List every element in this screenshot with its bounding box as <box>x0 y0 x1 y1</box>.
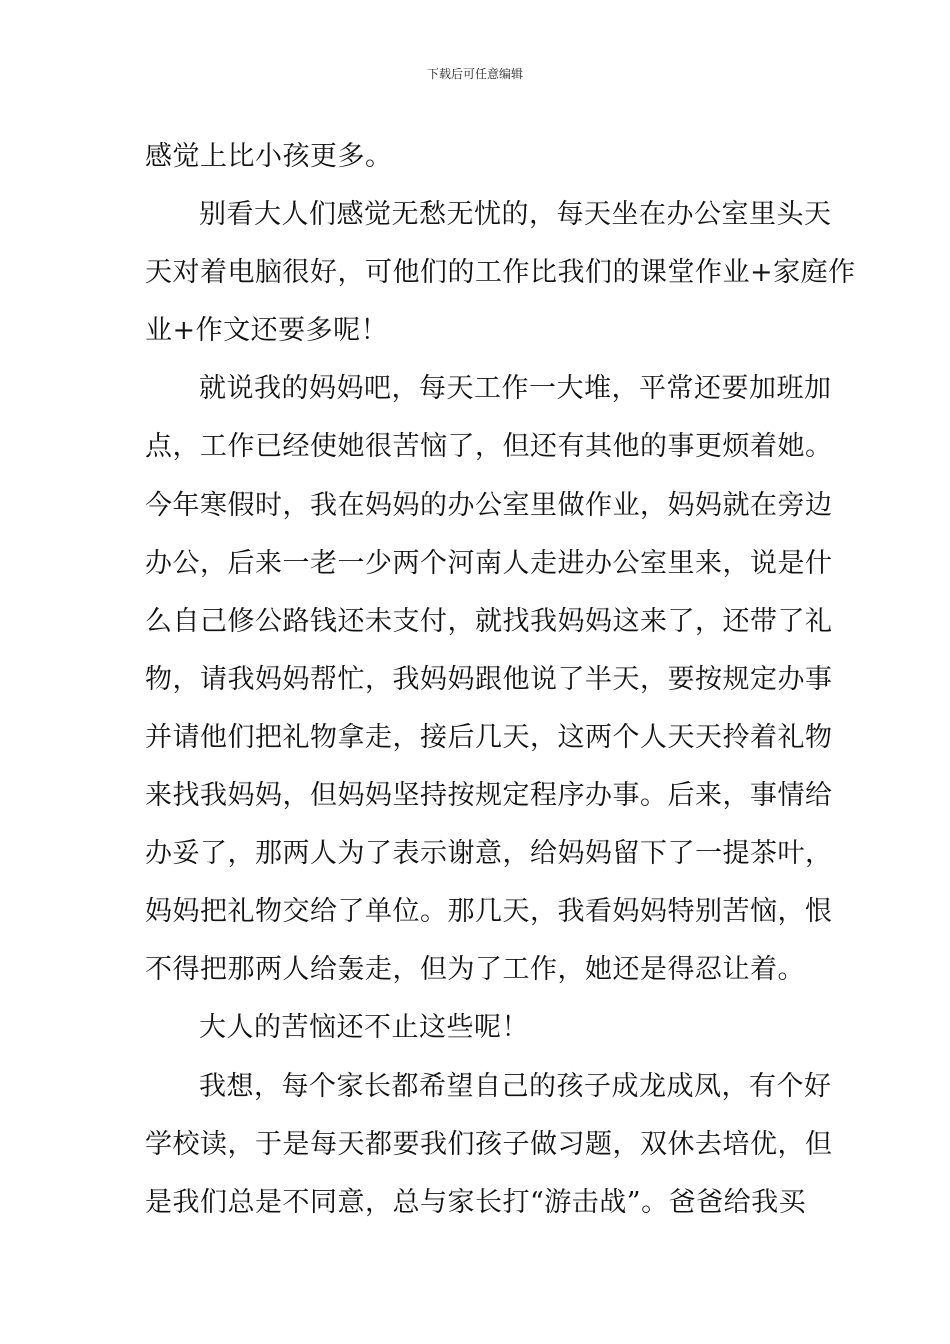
text-line: 并请他们把礼物拿走，接后几天，这两个人天天拎着礼物 <box>145 721 833 753</box>
text-line: 办妥了，那两人为了表示谢意，给妈妈留下了一提茶叶， <box>145 838 833 870</box>
text-line: 天对着电脑很好，可他们的工作比我们的课堂作业+家庭作 <box>145 257 856 289</box>
document-body <box>145 128 856 1232</box>
text-line: 我想，每个家长都希望自己的孩子成龙成凤，有个好 <box>199 1070 832 1102</box>
page-header: 下载后可任意编辑 <box>426 67 523 81</box>
text-line: 办公，后来一老一少两个河南人走进办公室里来，说是什 <box>145 547 833 579</box>
text-line: 妈妈把礼物交给了单位。那几天，我看妈妈特别苦恼，恨 <box>145 896 833 928</box>
text-line: 业+作文还要多呢！ <box>145 315 389 347</box>
text-line: 就说我的妈妈吧，每天工作一大堆，平常还要加班加 <box>199 373 832 405</box>
text-line: 学校读，于是每天都要我们孩子做习题，双休去培优，但 <box>145 1128 833 1160</box>
text-line: 感觉上比小孩更多。 <box>145 141 393 172</box>
text-line: 物，请我妈妈帮忙，我妈妈跟他说了半天，要按规定办事 <box>145 663 833 695</box>
text-line: 今年寒假时，我在妈妈的办公室里做作业，妈妈就在旁边 <box>145 489 833 521</box>
text-line: 来找我妈妈，但妈妈坚持按规定程序办事。后来，事情给 <box>145 780 833 812</box>
text-line: 不得把那两人给轰走，但为了工作，她还是得忍让着。 <box>145 954 805 986</box>
text-line: 别看大人们感觉无愁无忧的，每天坐在办公室里头天 <box>199 199 832 231</box>
text-line: 是我们总是不同意，总与家长打“游击战”。爸爸给我买 <box>145 1186 807 1218</box>
text-line: 么自己修公路钱还未支付，就找我妈妈这来了，还带了礼 <box>145 605 833 637</box>
text-line: 大人的苦恼还不止这些呢！ <box>199 1012 529 1044</box>
text-line: 点，工作已经使她很苦恼了，但还有其他的事更烦着她。 <box>145 431 833 463</box>
